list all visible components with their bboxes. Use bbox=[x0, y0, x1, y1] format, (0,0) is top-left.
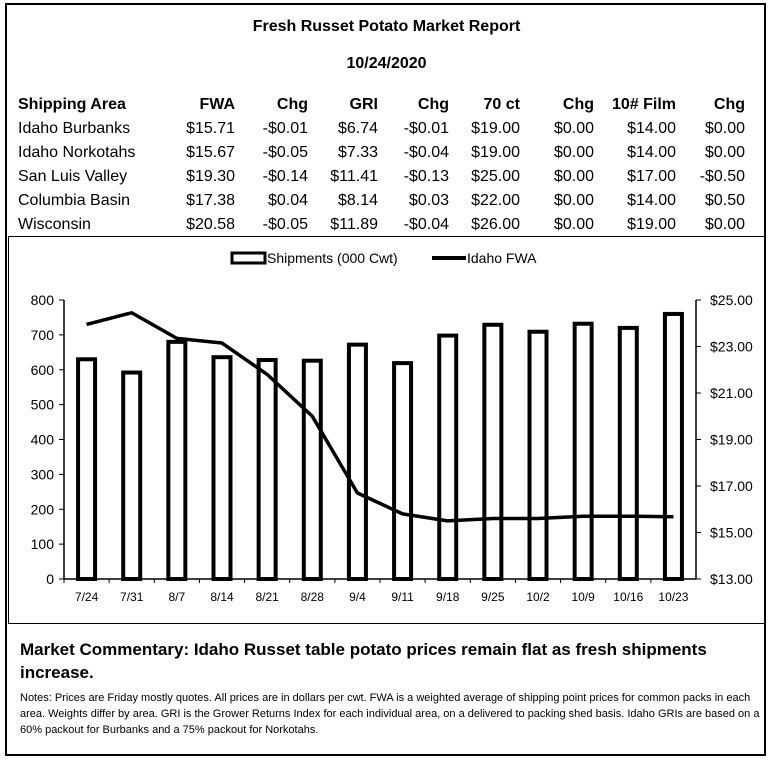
shipments-bar bbox=[123, 373, 140, 579]
cell-fwa-chg: -$0.14 bbox=[262, 168, 308, 185]
cell-gri-chg: -$0.01 bbox=[403, 120, 449, 137]
table-row bbox=[18, 117, 745, 141]
cell-10lb-film: $17.00 bbox=[627, 168, 676, 185]
left-tick-label: 700 bbox=[30, 326, 54, 343]
x-tick-label: 10/9 bbox=[571, 590, 595, 604]
right-tick-label: $21.00 bbox=[710, 385, 753, 401]
cell-70ct: $22.00 bbox=[471, 192, 520, 209]
header-10lb-film: 10# Film bbox=[611, 96, 676, 113]
cell-10lb-film: $14.00 bbox=[627, 120, 676, 137]
cell-10lb-film-chg: $0.00 bbox=[704, 144, 745, 161]
header-70ct-chg: Chg bbox=[562, 96, 594, 113]
cell-shipping-area: San Luis Valley bbox=[18, 168, 128, 185]
cell-10lb-film-chg: -$0.50 bbox=[699, 168, 745, 185]
cell-10lb-film-chg: $0.00 bbox=[704, 216, 745, 233]
shipments-bar bbox=[530, 332, 547, 579]
right-tick-label: $23.00 bbox=[710, 338, 753, 355]
shipments-bar bbox=[394, 363, 411, 579]
shipments-bar bbox=[214, 357, 231, 579]
header-gri: GRI bbox=[349, 96, 378, 113]
left-tick-label: 300 bbox=[30, 466, 54, 483]
cell-gri-chg: -$0.04 bbox=[403, 144, 449, 161]
legend-shipments-label: Shipments (000 Cwt) bbox=[267, 250, 398, 266]
cell-70ct-chg: $0.00 bbox=[553, 120, 594, 137]
x-tick-label: 8/21 bbox=[255, 590, 279, 604]
shipments-bar bbox=[439, 336, 456, 579]
right-tick-label: $13.00 bbox=[710, 571, 753, 587]
table-header-row bbox=[18, 93, 745, 117]
cell-70ct-chg: $0.00 bbox=[553, 168, 594, 185]
left-tick-label: 500 bbox=[30, 396, 54, 413]
cell-gri-chg: -$0.13 bbox=[403, 168, 449, 185]
x-tick-label: 7/31 bbox=[120, 590, 144, 604]
cell-shipping-area: Columbia Basin bbox=[18, 192, 131, 209]
shipments-bar bbox=[620, 328, 637, 579]
cell-gri: $8.14 bbox=[337, 192, 378, 209]
cell-10lb-film-chg: $0.00 bbox=[704, 120, 745, 137]
cell-gri: $6.74 bbox=[337, 120, 378, 137]
x-tick-label: 9/11 bbox=[391, 590, 414, 604]
x-tick-label: 10/23 bbox=[658, 590, 689, 604]
shipments-price-chart bbox=[8, 236, 766, 624]
cell-70ct-chg: $0.00 bbox=[553, 144, 594, 161]
right-tick-label: $25.00 bbox=[710, 292, 753, 308]
table-row bbox=[18, 213, 745, 237]
cell-gri-chg: -$0.04 bbox=[403, 216, 449, 233]
cell-gri: $11.89 bbox=[330, 216, 378, 233]
header-fwa-chg: Chg bbox=[276, 96, 308, 113]
shipments-bar bbox=[349, 345, 366, 579]
report-date: 10/24/2020 bbox=[346, 55, 427, 72]
cell-10lb-film: $14.00 bbox=[627, 192, 676, 209]
right-tick-label: $15.00 bbox=[710, 524, 753, 541]
cell-70ct-chg: $0.00 bbox=[553, 192, 594, 209]
right-tick-label: $17.00 bbox=[710, 478, 753, 494]
report-title: Fresh Russet Potato Market Report bbox=[252, 18, 521, 35]
shipments-bar bbox=[168, 342, 185, 579]
cell-10lb-film: $19.00 bbox=[627, 216, 676, 233]
cell-shipping-area: Wisconsin bbox=[18, 216, 91, 233]
left-tick-label: 400 bbox=[30, 431, 54, 448]
cell-10lb-film-chg: $0.50 bbox=[704, 192, 745, 209]
x-tick-label: 9/18 bbox=[436, 590, 460, 604]
table-row bbox=[18, 141, 745, 165]
x-tick-label: 10/2 bbox=[526, 590, 550, 604]
cell-shipping-area: Idaho Burbanks bbox=[18, 120, 131, 137]
header-70ct: 70 ct bbox=[483, 96, 520, 113]
right-tick-label: $19.00 bbox=[710, 431, 753, 448]
cell-gri: $7.33 bbox=[337, 144, 378, 161]
x-tick-label: 8/14 bbox=[210, 590, 234, 604]
cell-fwa: $17.38 bbox=[186, 192, 235, 209]
header-10lb-film-chg: Chg bbox=[713, 96, 745, 113]
cell-10lb-film: $14.00 bbox=[627, 144, 676, 161]
cell-fwa: $19.30 bbox=[186, 168, 235, 185]
left-tick-label: 200 bbox=[30, 501, 54, 518]
left-tick-label: 600 bbox=[30, 361, 54, 378]
cell-70ct: $25.00 bbox=[471, 168, 520, 185]
cell-70ct: $19.00 bbox=[471, 144, 520, 161]
legend-fwa-label: Idaho FWA bbox=[467, 250, 537, 266]
cell-fwa-chg: -$0.05 bbox=[262, 216, 308, 233]
table-row bbox=[18, 165, 745, 189]
shipments-bar bbox=[575, 324, 592, 579]
cell-fwa-chg: -$0.01 bbox=[262, 120, 308, 137]
cell-fwa: $15.71 bbox=[186, 120, 235, 137]
x-tick-label: 9/4 bbox=[349, 590, 366, 604]
x-tick-label: 8/7 bbox=[168, 590, 186, 604]
header-shipping-area: Shipping Area bbox=[18, 96, 126, 113]
cell-gri-chg: $0.03 bbox=[408, 192, 449, 209]
shipments-bar bbox=[259, 360, 276, 579]
header-fwa: FWA bbox=[199, 96, 235, 113]
header-gri-chg: Chg bbox=[417, 96, 449, 113]
shipments-bar bbox=[484, 325, 501, 579]
left-tick-label: 100 bbox=[30, 536, 54, 553]
legend-shipments-swatch bbox=[232, 253, 265, 263]
cell-70ct-chg: $0.00 bbox=[553, 216, 594, 233]
cell-fwa-chg: $0.04 bbox=[267, 192, 308, 209]
cell-gri: $11.41 bbox=[330, 168, 378, 185]
x-tick-label: 9/25 bbox=[481, 590, 505, 604]
report-notes: Notes: Prices are Friday mostly quotes. All prices are in dollars per cwt. FWA is a weighted average of shipping point prices for common packs in each area. Weights differ by area. GRI is the Grower Returns Index for each individual area, on a delivered to packing shed basis. Idaho GRIs are based on a 60% packout for Burbanks and a 75% packout for Norkotahs. bbox=[20, 692, 760, 736]
cell-fwa: $15.67 bbox=[186, 144, 235, 161]
cell-fwa: $20.58 bbox=[186, 216, 235, 233]
market-table bbox=[18, 93, 745, 237]
left-tick-label: 0 bbox=[46, 571, 54, 587]
shipments-bar bbox=[304, 361, 321, 579]
cell-70ct: $26.00 bbox=[471, 216, 520, 233]
x-tick-label: 8/28 bbox=[300, 590, 324, 604]
shipments-bar bbox=[78, 359, 95, 579]
cell-70ct: $19.00 bbox=[471, 120, 520, 137]
shipments-bar bbox=[665, 314, 682, 579]
x-tick-label: 10/16 bbox=[613, 590, 644, 604]
left-tick-label: 800 bbox=[30, 292, 54, 308]
cell-fwa-chg: -$0.05 bbox=[262, 144, 308, 161]
cell-shipping-area: Idaho Norkotahs bbox=[18, 144, 136, 161]
x-tick-label: 7/24 bbox=[74, 590, 99, 604]
table-row bbox=[18, 189, 745, 213]
market-commentary: Market Commentary: Idaho Russet table potato prices remain flat as fresh shipments increase. bbox=[20, 640, 707, 682]
